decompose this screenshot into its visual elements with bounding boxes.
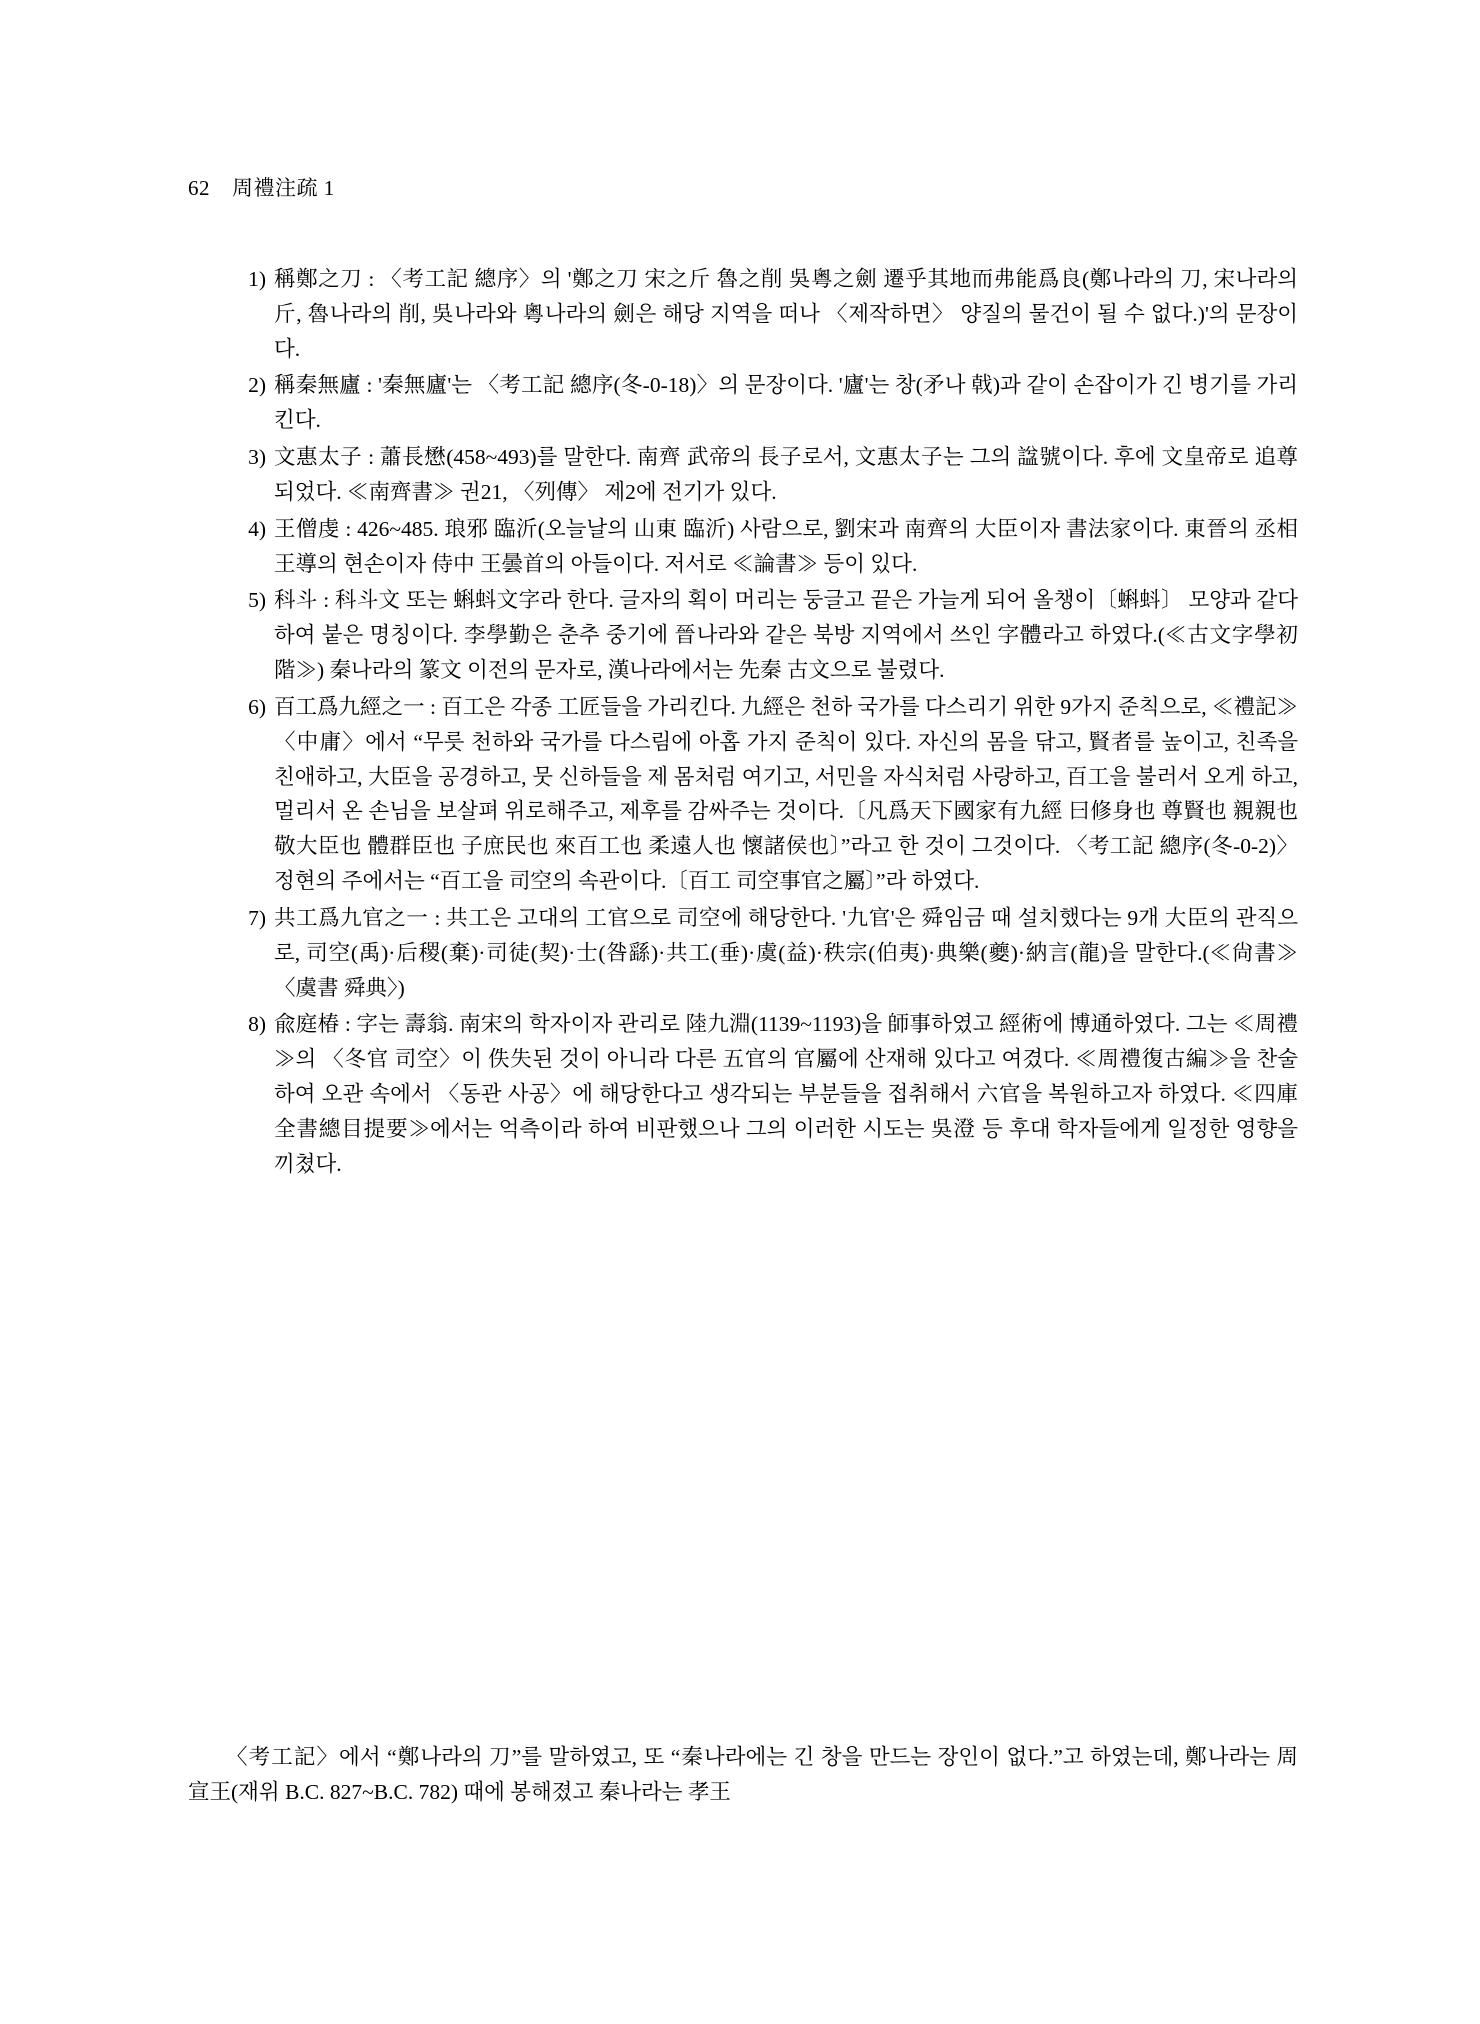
footnote-marker: 1) [248,267,266,291]
footnote-marker: 3) [248,445,266,470]
footnote-marker: 2) [248,373,266,398]
footnote-item [228,440,1298,510]
footnote-item [228,901,1298,1005]
footnote-item [228,583,1298,687]
closing-paragraph: 〈考工記〉에서 “鄭나라의 刀”를 말하였고, 또 “秦나라에는 긴 창을 만드는 장인이 없다.”고 하였는데, 鄭나라는 周 宣王(재위 B.C. 827~B.C. 782) 때에 봉해졌고 秦나라는 孝王 [188,1745,1298,1804]
book-title: 周禮注疏 1 [232,176,335,200]
footnote-text: 文惠太子 : 蕭長懋(458~493)를 말한다. 南齊 武帝의 長子로서, 文惠太子는 그의 諡號이다. 후에 文皇帝로 追尊되었다. ≪南齊書≫ 권21, 〈列傳〉 제2에 전기가 있다. [274,445,1298,504]
footnote-marker: 6) [248,694,266,719]
closing-paragraph-block [188,1740,1298,1810]
page-header [188,172,335,202]
footnote-item [228,262,1298,366]
footnote-marker: 8) [248,1012,266,1037]
footnote-list [228,262,1298,1184]
footnote-item [228,690,1298,899]
footnote-text: 稱秦無廬 : '秦無廬'는 〈考工記 總序(冬-0-18)〉의 문장이다. '廬'는 창(矛나 戟)과 같이 손잡이가 긴 병기를 가리킨다. [274,373,1298,433]
footnote-item [228,368,1298,438]
footnote-text: 共工爲九官之一 : 共工은 고대의 工官으로 司空에 해당한다. '九官'은 舜임금 때 설치했다는 9개 大臣의 관직으로, 司空(禹)·后稷(棄)·司徒(契)·士(咎繇)·共工(垂)·虞(益)·秩宗(伯夷)·典樂(夔)·納言(龍)을 말한다.(≪尙書≫ 〈虞書 舜典〉) [274,905,1298,1000]
footnote-marker: 5) [248,588,266,613]
footnote-text: 科斗 : 科斗文 또는 蝌蚪文字라 한다. 글자의 획이 머리는 둥글고 끝은 가늘게 되어 올챙이〔蝌蚪〕 모양과 같다 하여 붙은 명칭이다. 李學勤은 춘추 중기에 晉나라와 같은 북방 지역에서 쓰인 字體라고 하였다.(≪古文字學初階≫) 秦나라의 篆文 이전의 문자로, 漢나라에서는 先秦 古文으로 불렸다. [274,588,1298,683]
page-number: 62 [188,176,210,200]
footnote-item [228,1007,1298,1181]
footnote-text: 稱鄭之刀 : 〈考工記 總序〉의 '鄭之刀 宋之斤 魯之削 吳粵之劍 遷乎其地而弗能爲良(鄭나라의 刀, 宋나라의 斤, 魯나라의 削, 吳나라와 粵나라의 劍은 해당 지역을 떠나 〈제작하면〉 양질의 물건이 될 수 없다.)'의 문장이다. [274,267,1298,361]
footnote-item [228,512,1298,582]
footnote-marker: 4) [248,516,266,541]
footnote-text: 兪庭椿 : 字는 壽翁. 南宋의 학자이자 관리로 陸九淵(1139~1193)을 師事하였고 經術에 博通하였다. 그는 ≪周禮≫의 〈冬官 司空〉이 佚失된 것이 아니라 다른 五官의 官屬에 산재해 있다고 여겼다. ≪周禮復古編≫을 찬술하여 오관 속에서 〈동관 사공〉에 해당한다고 생각되는 부분들을 접취해서 六官을 복원하고자 하였다. ≪四庫全書總目提要≫에서는 억측이라 하여 비판했으나 그의 이러한 시도는 吳澄 등 후대 학자들에게 일정한 영향을 끼쳤다. [274,1012,1298,1176]
footnote-text: 王僧虔 : 426~485. 琅邪 臨沂(오늘날의 山東 臨沂) 사람으로, 劉宋과 南齊의 大臣이자 書法家이다. 東晉의 丞相 王導의 현손이자 侍中 王曇首의 아들이다. 저서로 ≪論書≫ 등이 있다. [274,516,1298,576]
footnote-text: 百工爲九經之一 : 百工은 각종 工匠들을 가리킨다. 九經은 천하 국가를 다스리기 위한 9가지 준칙으로, ≪禮記≫ 〈中庸〉에서 “무릇 천하와 국가를 다스림에 아홉 가지 준칙이 있다. 자신의 몸을 닦고, 賢者를 높이고, 친족을 친애하고, 大臣을 공경하고, 뭇 신하들을 제 몸처럼 여기고, 서민을 자식처럼 사랑하고, 百工을 불러서 오게 하고, 멀리서 온 손님을 보살펴 위로해주고, 제후를 감싸주는 것이다.〔凡爲天下國家有九經 曰修身也 尊賢也 親親也 敬大臣也 體群臣也 子庶民也 來百工也 柔遠人也 懷諸侯也〕”라고 한 것이 그것이다. 〈考工記 總序(冬-0-2)〉 정현의 주에서는 “百工을 司空의 속관이다.〔百工 司空事官之屬〕”라 하였다. [274,694,1298,894]
footnote-marker: 7) [248,905,266,930]
